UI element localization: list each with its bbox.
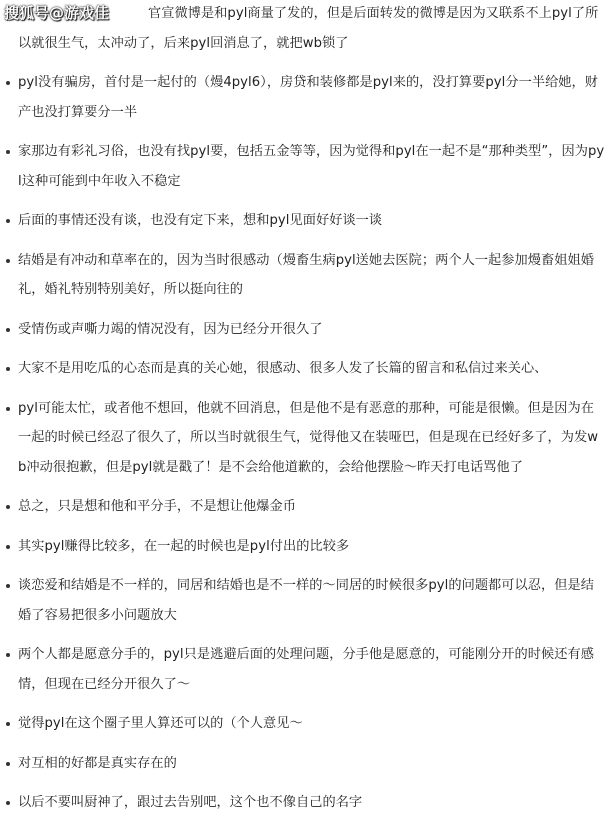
list-item-text: 受情伤或声嘶力竭的情况没有，因为已经分开很久了: [18, 321, 323, 337]
list-item-text: 两个人都是愿意分手的，pyl只是逃避后面的处理问题，分手他是愿意的，可能刚分开的时候还有感情，但现在已经分开很久了～: [18, 647, 594, 692]
list-item-text: 总之，只是想和他和平分手，不是想让他爆金币: [18, 499, 296, 514]
list-item-text: 官宣微博是和pyl商量了发的，但是后面转发的微博是因为又联系不上pyl了所以就很生气，太冲动了，后来pyl回消息了，就把wb锁了: [18, 6, 599, 51]
bullet-icon: [6, 150, 10, 154]
list-item: [0, 206, 611, 236]
list-item: [0, 394, 611, 483]
bullet-icon: [6, 584, 10, 588]
bullet-icon: [6, 722, 10, 726]
list-item-text: 后面的事情还没有谈，也没有定下来，想和pyl见面好好谈一谈: [18, 213, 383, 228]
bullet-icon: [6, 407, 10, 411]
watermark-logo: 搜狐号@游戏佳: [4, 4, 110, 22]
list-item-text: 大家不是用吃瓜的心态而是真的关心她，很感动、很多人发了长篇的留言和私信过来关心、: [18, 361, 548, 376]
list-item: [0, 788, 611, 818]
list-item: [0, 492, 611, 522]
bullet-icon: [6, 81, 10, 85]
bullet-icon: [6, 801, 10, 805]
bullet-icon: [6, 259, 10, 263]
bullet-icon: [6, 328, 10, 332]
list-item: [0, 709, 611, 739]
list-item-text: 家那边有彩礼习俗，也没有找pyl要，包括五金等等，因为觉得和pyl在一起不是“那种类型”，因为pyl这种可能到中年收入不稳定: [18, 144, 605, 189]
list-item: [0, 246, 611, 305]
bullet-icon: [6, 545, 10, 549]
list-item-text: pyl可能太忙，或者他不想回，他就不回消息，但是他不是有恶意的那种，可能是很懒。但是因为在一起的时候已经忍了很久了，所以当时就很生气，觉得他又在装哑巴，但是现在已经好多了，为发wb冲动很抱歉，但是pyl就是戳了！是不会给他道歉的，会给他摆脸～昨天打电话骂他了: [18, 400, 599, 475]
bullet-icon: [6, 762, 10, 766]
list-item: [0, 137, 611, 196]
list-item: [0, 68, 611, 127]
list-item: [0, 640, 611, 699]
list-item: [0, 749, 611, 779]
list-item-text: 以后不要叫厨神了，跟过去告别吧，这个也不像自己的名字: [18, 795, 363, 810]
list-item: [0, 571, 611, 630]
list-item-text: 对互相的好都是真实存在的: [18, 755, 177, 771]
list-item-text: pyl没有骗房，首付是一起付的（熳4pyl6），房贷和装修都是pyl来的，没打算要pyl分一半给她，财产也没打算要分一半: [18, 75, 599, 120]
bullet-icon: [6, 367, 10, 371]
list-item-text: 觉得pyl在这个圈子里人算还可以的（个人意见～: [18, 716, 303, 731]
list-item-text: 其实pyl赚得比较多，在一起的时候也是pyl付出的比较多: [18, 538, 350, 554]
list-item-text: 结婚是有冲动和草率在的，因为当时很感动（熳畜生病pyl送她去医院；两个人一起参加熳畜姐姐婚礼，婚礼特别特别美好，所以挺向往的: [18, 252, 594, 297]
bullet-icon: [6, 219, 10, 223]
bullet-icon: [6, 505, 10, 509]
list-item: [0, 532, 611, 562]
list-item: [0, 315, 611, 345]
list-item-text: 谈恋爱和结婚是不一样的，同居和结婚也是不一样的～同居的时候很多pyl的问题都可以忍，但是结婚了容易把很多小问题放大: [18, 578, 594, 623]
list-item: [0, 354, 611, 384]
bullet-icon: [6, 653, 10, 657]
